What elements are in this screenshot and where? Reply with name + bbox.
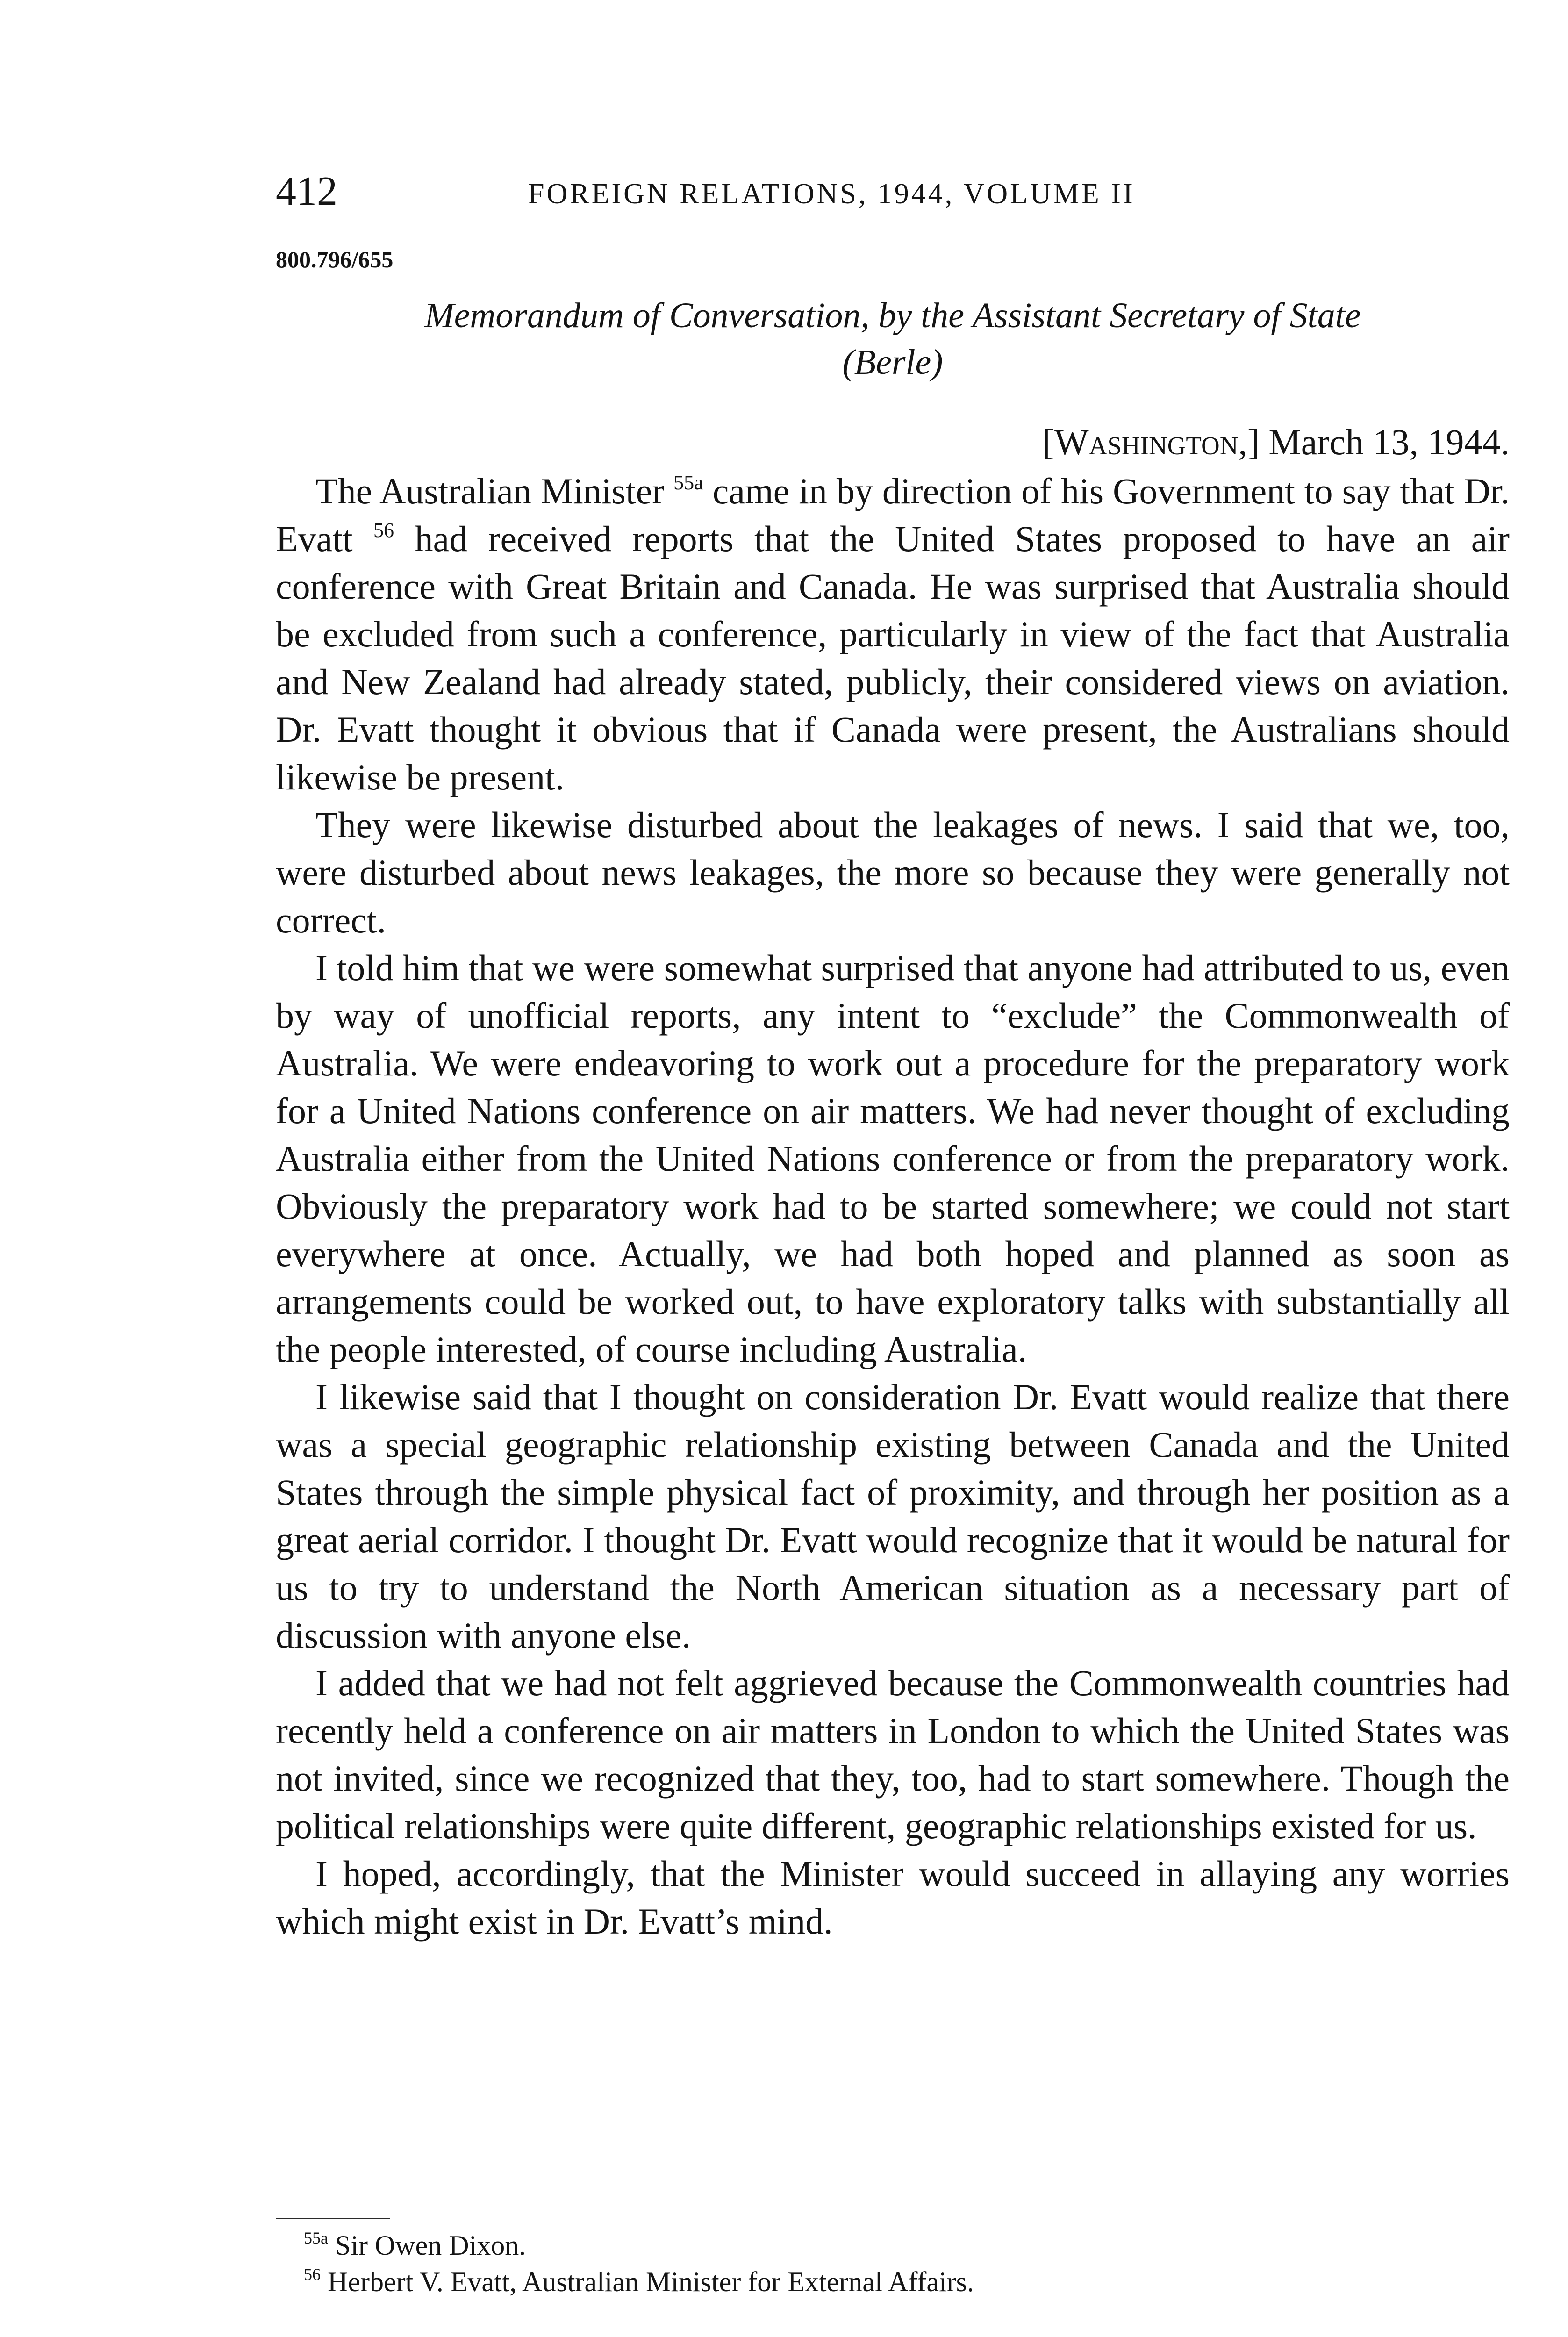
footnote-55a <box>304 2227 1510 2264</box>
footnote-mark: 55a <box>304 2229 328 2247</box>
dateline: [Washington,] March 13, 1944. <box>1042 422 1510 462</box>
document-title <box>276 292 1510 386</box>
dateline-place: Washington, <box>1054 422 1247 462</box>
memorandum-body <box>276 467 1510 1945</box>
footnote-ref-55a: 55a <box>673 471 703 494</box>
footnote-rule <box>276 2218 390 2219</box>
paragraph-3: I told him that we were somewhat surprised that anyone had attributed to us, even by way of unofficial reports, any intent to “exclude” the Commonwealth of Australia. We were endeavoring to work out a procedure for the preparatory work for a United Nations conference on air matters. We had never thought of excluding Australia either from the United Nations conference or from the preparatory work. Obviously the preparatory work had to be started somewhere; we could not start everywhere at once. Actually, we had both hoped and planned as soon as arrangements could be worked out, to have exploratory talks with substantially all the people interested, of course including Australia. <box>276 947 1510 1369</box>
footnote-56 <box>304 2264 1510 2300</box>
title-line-1: Memorandum of Conversation, by the Assistant Secretary of State <box>424 296 1361 335</box>
file-number: 800.796/655 <box>276 246 394 272</box>
footnotes <box>304 2227 1510 2300</box>
running-head: FOREIGN RELATIONS, 1944, VOLUME II <box>528 178 1135 210</box>
dateline-date: March 13, 1944. <box>1268 422 1510 462</box>
footnote-text: Sir Owen Dixon. <box>335 2230 526 2261</box>
paragraph-2: They were likewise disturbed about the leakages of news. I said that we, too, were disturbed about news leakages, the more so because they were generally not correct. <box>276 804 1510 940</box>
paragraph-5: I added that we had not felt aggrieved because the Commonwealth countries had recently held a conference on air matters in London to which the United States was not invited, since we recognized that they, too, had to start somewhere. Though the political relationships were quite different, geographic relationships existed for us. <box>276 1663 1510 1846</box>
page-header <box>276 166 1510 217</box>
page-number: 412 <box>276 169 337 214</box>
paragraph-1 <box>276 467 1510 801</box>
paragraph-1-text-a: The Australian Minister <box>315 471 665 511</box>
paragraph-1-text-b: came in by direction of his Government to say that Dr. Evatt <box>276 471 1510 559</box>
paragraph-4: I likewise said that I thought on consideration Dr. Evatt would realize that there was a special geographic relationship existing between Canada and the United States through the simple physical fact of proximity, and through her position as a great aerial corridor. I thought Dr. Evatt would recognize that it would be natural for us to try to understand the North American situation as a necessary part of discussion with anyone else. <box>276 1376 1510 1656</box>
paragraph-1-text-c: had received reports that the United States proposed to have an air conference with Great Britain and Canada. He was surprised that Australia should be excluded from such a conference, particularly in view of the fact that Australia and New Zealand had already stated, publicly, their considered views on aviation. Dr. Evatt thought it obvious that if Canada were present, the Australians should likewise be present. <box>276 518 1510 797</box>
title-line-2: (Berle) <box>842 343 943 382</box>
footnote-text: Herbert V. Evatt, Australian Minister for External Affairs. <box>328 2266 974 2297</box>
paragraph-6: I hoped, accordingly, that the Minister would succeed in allaying any worries which might exist in Dr. Evatt’s mind. <box>276 1853 1510 1942</box>
footnote-ref-56: 56 <box>373 519 394 542</box>
footnote-mark: 56 <box>304 2265 321 2284</box>
